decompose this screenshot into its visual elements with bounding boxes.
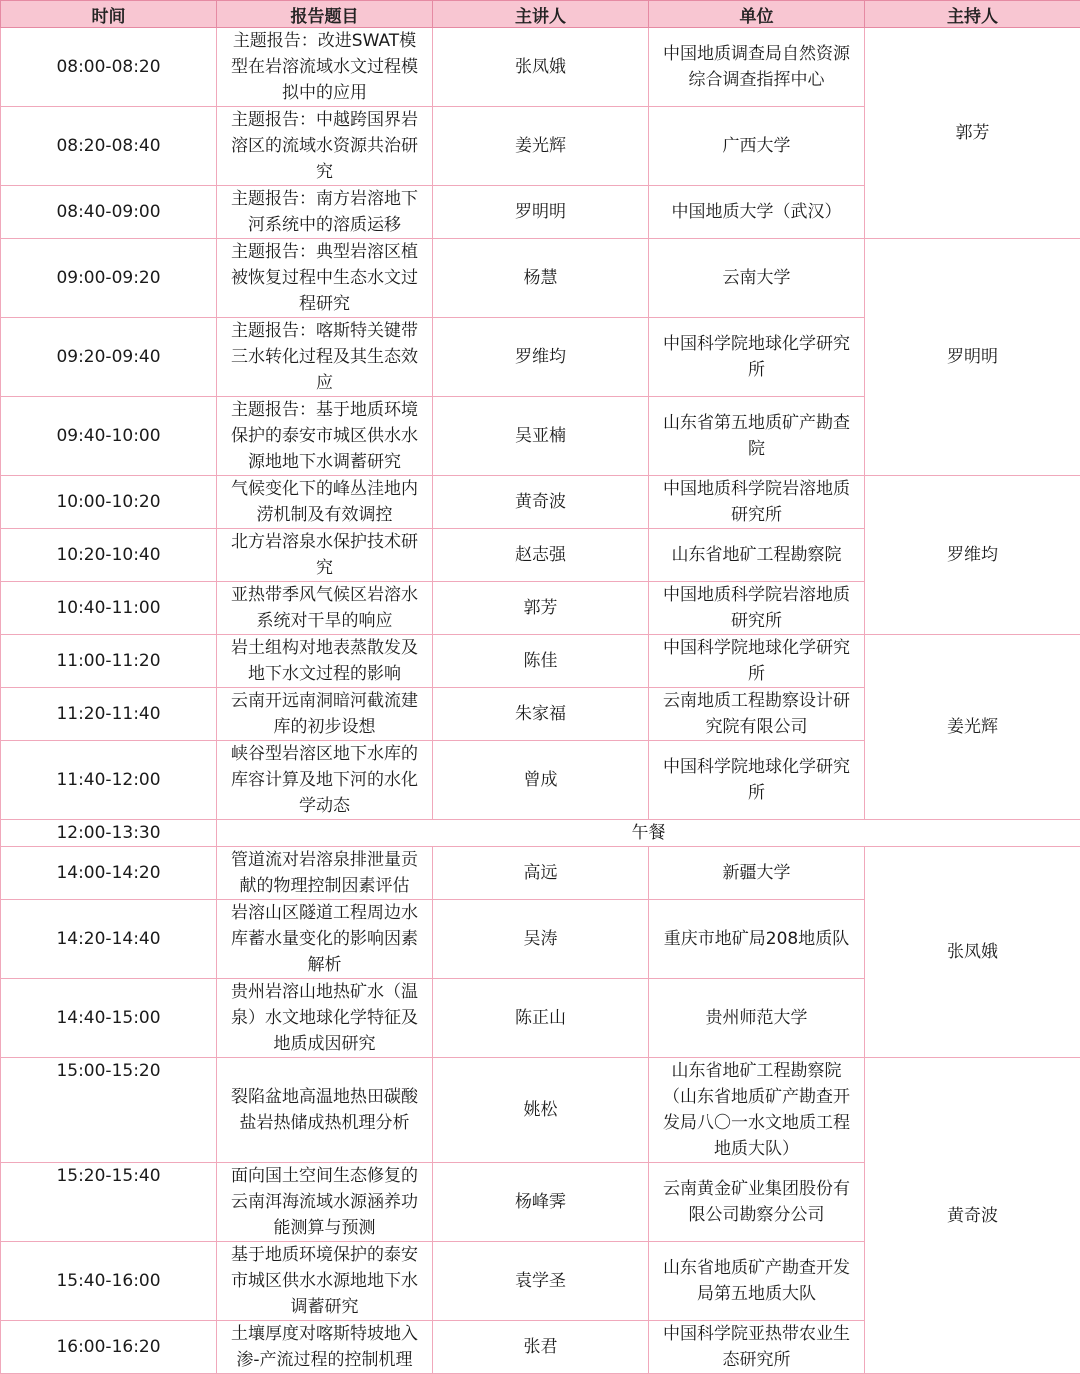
host-cell: 姜光辉 <box>865 635 1080 820</box>
time-cell: 11:20-11:40 <box>1 688 217 741</box>
title-cell: 云南开远南洞暗河截流建库的初步设想 <box>217 688 433 741</box>
time-cell: 14:40-15:00 <box>1 979 217 1058</box>
title-cell: 岩溶山区隧道工程周边水库蓄水量变化的影响因素解析 <box>217 900 433 979</box>
speaker-cell: 张君 <box>433 1321 649 1374</box>
speaker-cell: 姜光辉 <box>433 107 649 186</box>
host-cell: 黄奇波 <box>865 1058 1080 1374</box>
speaker-cell: 罗明明 <box>433 186 649 239</box>
title-cell: 基于地质环境保护的泰安市城区供水水源地地下水调蓄研究 <box>217 1242 433 1321</box>
header-title: 报告题目 <box>217 1 433 28</box>
time-cell: 09:40-10:00 <box>1 397 217 476</box>
speaker-cell: 郭芳 <box>433 582 649 635</box>
time-cell: 08:00-08:20 <box>1 28 217 107</box>
title-cell: 岩土组构对地表蒸散发及地下水文过程的影响 <box>217 635 433 688</box>
unit-cell: 中国科学院地球化学研究所 <box>649 318 865 397</box>
unit-cell: 重庆市地矿局208地质队 <box>649 900 865 979</box>
time-cell: 11:40-12:00 <box>1 741 217 820</box>
speaker-cell: 赵志强 <box>433 529 649 582</box>
header-host: 主持人 <box>865 1 1080 28</box>
table-row <box>1 476 1080 529</box>
speaker-cell: 吴涛 <box>433 900 649 979</box>
table-row <box>1 847 1080 900</box>
time-cell: 10:00-10:20 <box>1 476 217 529</box>
speaker-cell: 罗维均 <box>433 318 649 397</box>
title-cell: 主题报告：典型岩溶区植被恢复过程中生态水文过程研究 <box>217 239 433 318</box>
unit-cell: 中国科学院地球化学研究所 <box>649 635 865 688</box>
unit-cell: 云南大学 <box>649 239 865 318</box>
time-cell: 15:40-16:00 <box>1 1242 217 1321</box>
unit-cell: 新疆大学 <box>649 847 865 900</box>
time-cell: 12:00-13:30 <box>1 820 217 847</box>
table-row <box>1 28 1080 107</box>
unit-cell: 中国科学院地球化学研究所 <box>649 741 865 820</box>
unit-cell: 中国地质大学（武汉） <box>649 186 865 239</box>
header-row <box>1 1 1080 28</box>
title-cell: 面向国土空间生态修复的云南洱海流域水源涵养功能测算与预测 <box>217 1163 433 1242</box>
lunch-label: 午餐 <box>217 820 1080 847</box>
speaker-cell: 杨慧 <box>433 239 649 318</box>
host-cell: 郭芳 <box>865 28 1080 239</box>
header-speaker: 主讲人 <box>433 1 649 28</box>
unit-cell: 山东省地矿工程勘察院（山东省地质矿产勘查开发局八〇一水文地质工程地质大队） <box>649 1058 865 1163</box>
speaker-cell: 姚松 <box>433 1058 649 1163</box>
title-cell: 北方岩溶泉水保护技术研究 <box>217 529 433 582</box>
unit-cell: 中国科学院亚热带农业生态研究所 <box>649 1321 865 1374</box>
time-cell: 09:20-09:40 <box>1 318 217 397</box>
title-cell: 气候变化下的峰丛洼地内涝机制及有效调控 <box>217 476 433 529</box>
unit-cell: 中国地质调查局自然资源综合调查指挥中心 <box>649 28 865 107</box>
time-cell: 08:40-09:00 <box>1 186 217 239</box>
time-cell: 08:20-08:40 <box>1 107 217 186</box>
unit-cell: 中国地质科学院岩溶地质研究所 <box>649 582 865 635</box>
unit-cell: 中国地质科学院岩溶地质研究所 <box>649 476 865 529</box>
host-cell: 罗维均 <box>865 476 1080 635</box>
speaker-cell: 袁学圣 <box>433 1242 649 1321</box>
unit-cell: 云南地质工程勘察设计研究院有限公司 <box>649 688 865 741</box>
speaker-cell: 黄奇波 <box>433 476 649 529</box>
speaker-cell: 陈佳 <box>433 635 649 688</box>
host-cell: 罗明明 <box>865 239 1080 476</box>
time-cell: 10:40-11:00 <box>1 582 217 635</box>
title-cell: 主题报告：南方岩溶地下河系统中的溶质运移 <box>217 186 433 239</box>
title-cell: 管道流对岩溶泉排泄量贡献的物理控制因素评估 <box>217 847 433 900</box>
unit-cell: 山东省地质矿产勘查开发局第五地质大队 <box>649 1242 865 1321</box>
title-cell: 土壤厚度对喀斯特坡地入渗-产流过程的控制机理 <box>217 1321 433 1374</box>
header-time: 时间 <box>1 1 217 28</box>
title-cell: 峡谷型岩溶区地下水库的库容计算及地下河的水化学动态 <box>217 741 433 820</box>
unit-cell: 广西大学 <box>649 107 865 186</box>
header-unit: 单位 <box>649 1 865 28</box>
time-cell: 11:00-11:20 <box>1 635 217 688</box>
title-cell: 贵州岩溶山地热矿水（温泉）水文地球化学特征及地质成因研究 <box>217 979 433 1058</box>
speaker-cell: 吴亚楠 <box>433 397 649 476</box>
title-cell: 主题报告：基于地质环境保护的泰安市城区供水水源地地下水调蓄研究 <box>217 397 433 476</box>
speaker-cell: 朱家福 <box>433 688 649 741</box>
title-cell: 主题报告：中越跨国界岩溶区的流域水资源共治研究 <box>217 107 433 186</box>
time-cell: 16:00-16:20 <box>1 1321 217 1374</box>
time-cell: 15:00-15:20 <box>1 1058 217 1163</box>
speaker-cell: 陈正山 <box>433 979 649 1058</box>
unit-cell: 云南黄金矿业集团股份有限公司勘察分公司 <box>649 1163 865 1242</box>
time-cell: 10:20-10:40 <box>1 529 217 582</box>
speaker-cell: 杨峰霁 <box>433 1163 649 1242</box>
title-cell: 主题报告：改进SWAT模型在岩溶流域水文过程模拟中的应用 <box>217 28 433 107</box>
title-cell: 裂陷盆地高温地热田碳酸盐岩热储成热机理分析 <box>217 1058 433 1163</box>
unit-cell: 山东省第五地质矿产勘查院 <box>649 397 865 476</box>
table-row <box>1 239 1080 318</box>
unit-cell: 贵州师范大学 <box>649 979 865 1058</box>
title-cell: 主题报告：喀斯特关键带三水转化过程及其生态效应 <box>217 318 433 397</box>
table-row <box>1 635 1080 688</box>
host-cell: 张凤娥 <box>865 847 1080 1058</box>
time-cell: 14:00-14:20 <box>1 847 217 900</box>
title-cell: 亚热带季风气候区岩溶水系统对干旱的响应 <box>217 582 433 635</box>
speaker-cell: 高远 <box>433 847 649 900</box>
lunch-row <box>1 820 1080 847</box>
speaker-cell: 张凤娥 <box>433 28 649 107</box>
time-cell: 09:00-09:20 <box>1 239 217 318</box>
time-cell: 14:20-14:40 <box>1 900 217 979</box>
speaker-cell: 曾成 <box>433 741 649 820</box>
unit-cell: 山东省地矿工程勘察院 <box>649 529 865 582</box>
table-row <box>1 1058 1080 1163</box>
time-cell: 15:20-15:40 <box>1 1163 217 1242</box>
